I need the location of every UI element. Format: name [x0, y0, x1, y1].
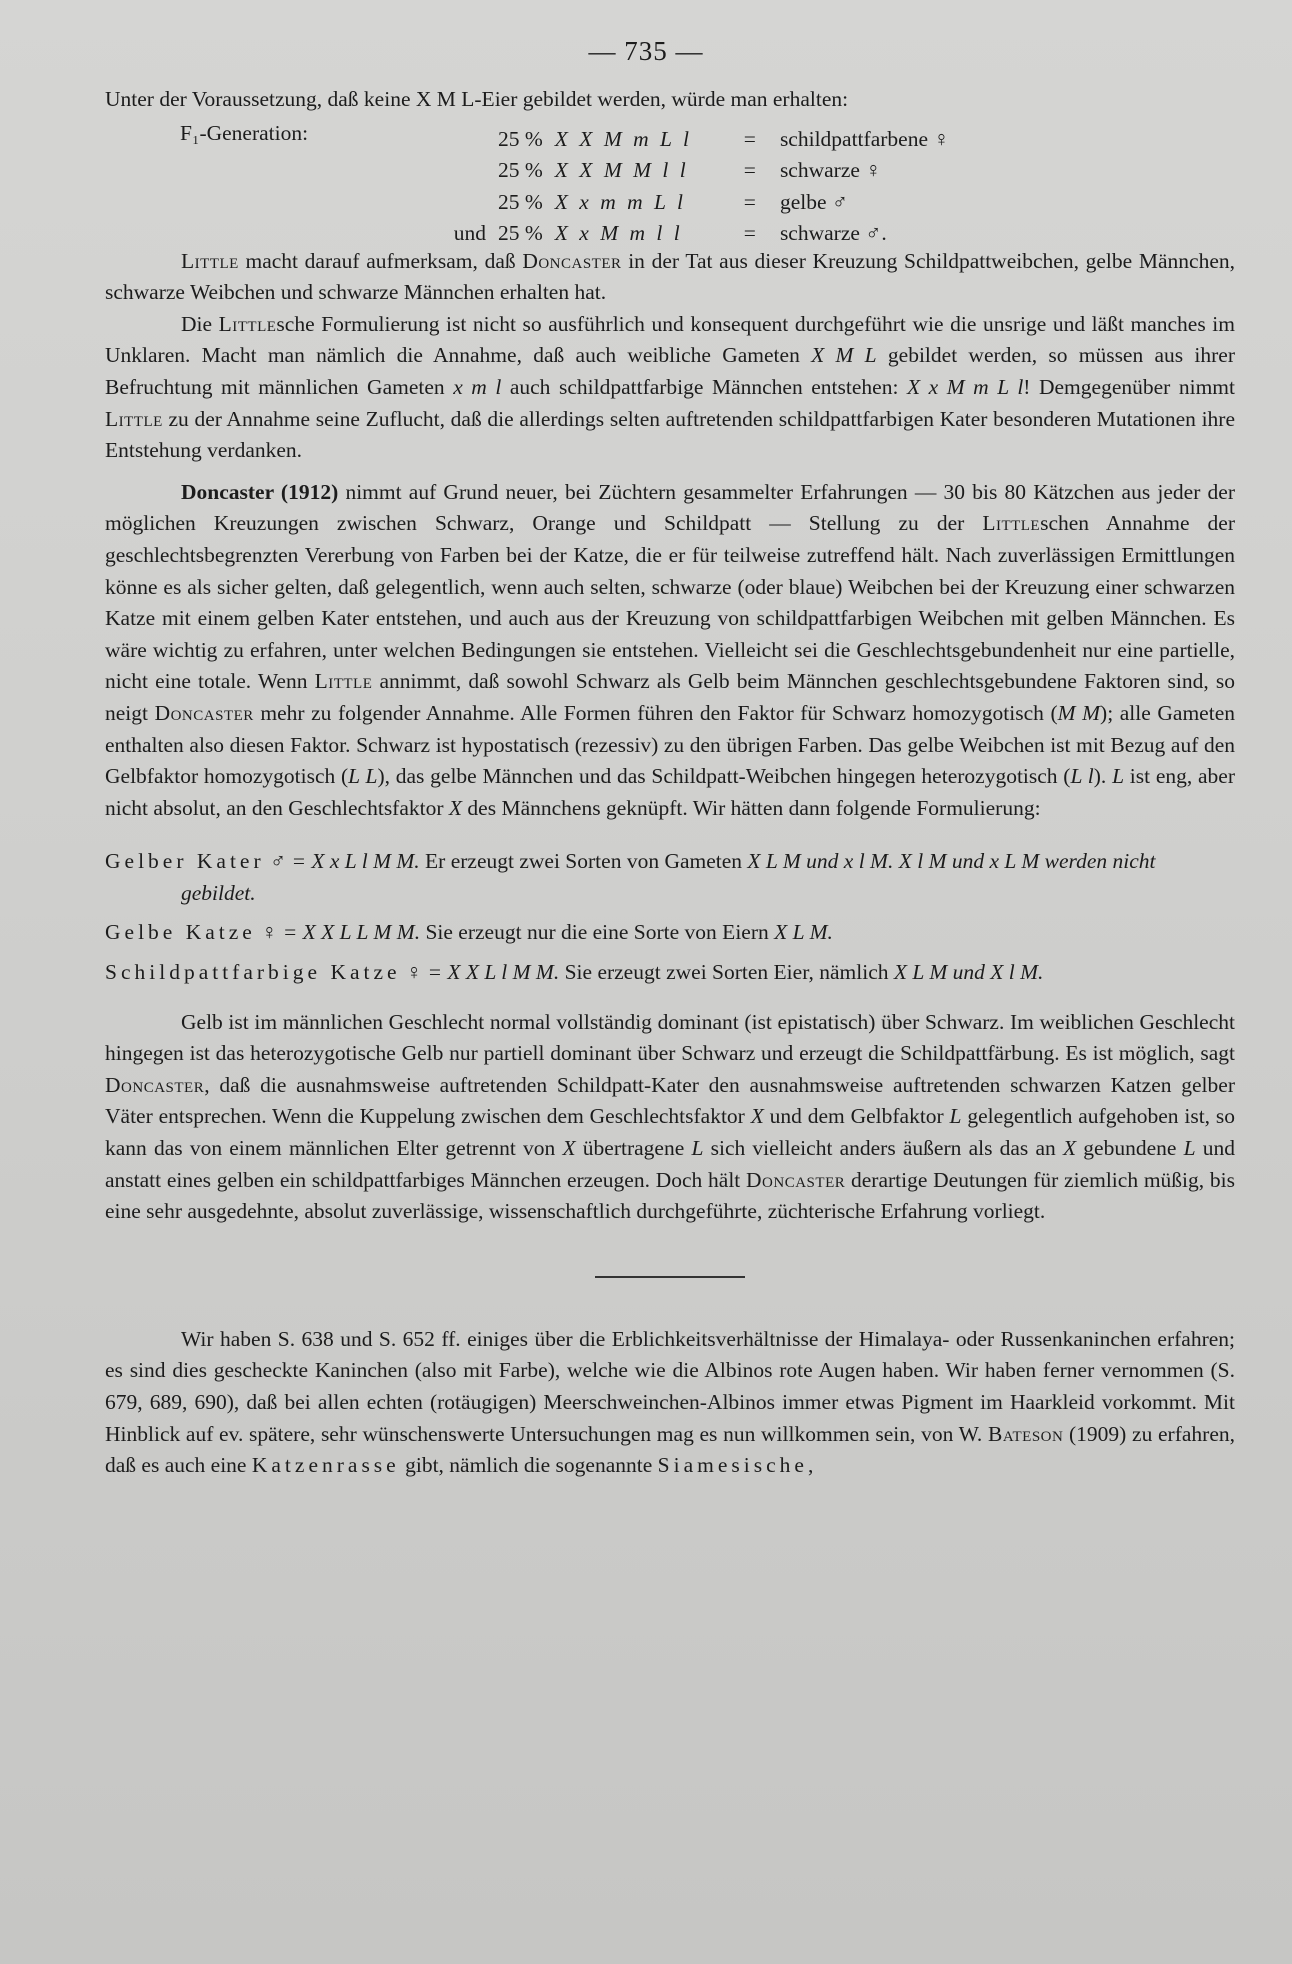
f1-equals: =: [743, 189, 756, 214]
text-run: Wir haben S. 638 und S. 652 ff. einiges über die Erblichkeitsverhältnisse der Himalaya- oder Russenkaninchen erfahren; es sind dies gescheckte Kaninchen (also mit Farbe), welche wie die Albinos rote Augen haben. Wir haben ferner vernommen (S. 679, 689, 690), daß bei allen echten (rotäugigen) Meerschweinchen-Albinos immer etwas Pigment im Haarkleid vorkommt. Mit Hinblick auf ev. spätere, sehr wünschenswerte Untersuchungen mag es nun willkommen sein, von W.: [105, 1326, 1235, 1446]
genotype-term: L L: [348, 764, 378, 789]
formula-gametes: X L M und x l M. X l M und x L M werden nicht gebildet.: [181, 849, 1156, 905]
author-name: Little: [218, 311, 277, 336]
author-name: Doncaster: [522, 248, 622, 273]
text-run: ).: [1093, 764, 1113, 789]
formula-label: Gelber Kater: [105, 849, 265, 874]
f1-generation-block: [105, 118, 1235, 246]
genotype-term: M M: [1057, 700, 1101, 725]
text-run: (1909) zu erfahren, daß es auch eine: [105, 1421, 1235, 1478]
f1-label: F₁-Generation:: [180, 120, 309, 145]
author-name: Doncaster: [746, 1167, 846, 1192]
formula-gametes: X L M und X l M.: [893, 960, 1044, 985]
genotype-term: X: [562, 1136, 576, 1161]
f1-equals: =: [743, 158, 756, 183]
formula-label: Schildpattfarbige Katze: [105, 960, 401, 985]
formula-gametes: X L M.: [774, 920, 833, 945]
genotype-term: L: [691, 1136, 704, 1161]
genotype-term: X: [750, 1104, 764, 1129]
genotype-term: X: [1062, 1136, 1077, 1161]
text-run: ist eng, aber nicht absolut, an den Geschlechtsfaktor: [105, 764, 1236, 820]
text-run: ! Demgegenüber nimmt: [1023, 374, 1236, 399]
genotype-term: x m l: [453, 374, 502, 399]
f1-result: schildpattfarbene ♀: [779, 126, 950, 151]
page-number: — 735 —: [588, 36, 704, 66]
f1-genotype: X x m m L l: [554, 189, 686, 214]
paragraph-little: [105, 246, 1235, 309]
text-run: macht darauf aufmerksam, daß: [238, 248, 523, 273]
author-name: Doncaster: [154, 700, 254, 725]
text-run: und anstatt eines gelben ein schildpattfarbiges Männchen erzeugen. Doch hält: [105, 1136, 1235, 1192]
genotype-term: L: [1112, 764, 1125, 789]
formula-description: Sie erzeugt zwei Sorten Eier, nämlich: [559, 960, 894, 985]
text-run: gebundene: [1076, 1136, 1184, 1161]
f1-genotype: X X M m L l: [554, 126, 692, 151]
page-content: [105, 84, 1235, 1482]
text-run: gebildet werden, so müssen aus ihrer Befruchtung mit männlichen Gameten: [105, 343, 1236, 399]
text-run: gelegentlich aufgehoben ist, so kann das von einem männlichen Elter getrennt von: [105, 1104, 1235, 1161]
formula-description: Er erzeugt zwei Sorten von Gameten: [419, 849, 748, 874]
genotype-term: X x M m L l: [906, 374, 1024, 399]
f1-pre: [430, 124, 492, 156]
f1-percent: 25 %: [498, 189, 543, 214]
text-run: Gelb ist im männlichen Geschlecht normal vollständig dominant (ist epistatisch) über Schwarz. Im weiblichen Geschlecht hingegen ist das heterozygotische Gelb nur partiell dominant über Schwarz und erzeugt die Schildpattfärbung. Es ist möglich, sagt: [105, 1009, 1235, 1066]
f1-genotype: X x M m l l: [554, 221, 683, 246]
f1-percent: 25 %: [498, 158, 543, 183]
emphasis-term: Siamesische: [657, 1453, 808, 1478]
text-run: des Männchens geknüpft. Wir hätten dann folgende Formulierung:: [462, 795, 1041, 820]
f1-row: [430, 155, 955, 187]
f1-result: schwarze ♂.: [779, 221, 887, 246]
formula-label: Gelbe Katze: [105, 920, 256, 945]
formula-tortoiseshell-cat: [105, 957, 1235, 989]
text-run: ), das gelbe Männchen und das Schildpatt-Weibchen hingegen heterozygotisch (: [377, 764, 1071, 789]
f1-row: [430, 187, 955, 219]
author-name: Doncaster: [105, 1072, 205, 1097]
text-run: sich vielleicht anders äußern als das an: [703, 1136, 1063, 1161]
f1-percent: 25 %: [498, 221, 543, 246]
text-run: und dem Gelbfaktor: [763, 1104, 950, 1129]
text-run: zu der Annahme seine Zuflucht, daß die allerdings selten auftretenden schildpattfarbigen Kater besonderen Mutationen ihre Entstehung verdanken.: [105, 406, 1235, 463]
author-name: Bateson: [988, 1421, 1064, 1446]
text-run: in der Tat aus dieser Kreuzung Schildpattweibchen, gelbe Männchen, schwarze Weibchen und schwarze Männchen erhalten hat.: [105, 248, 1235, 305]
formula-expression: ♀ = X X L L M M.: [255, 920, 421, 945]
text-run: , daß die ausnahmsweise auftretenden Schildpatt-Kater den ausnahmsweise auftretenden schwarzen Katzen gelber Väter entsprechen. Wenn die Kuppelung zwischen dem Geschlechtsfaktor: [105, 1072, 1235, 1129]
formula-expression: ♀ = X X L l M M.: [400, 960, 560, 985]
text-run: gibt, nämlich die sogenannte: [399, 1453, 658, 1478]
formula-expression: ♂ = X x L l M M.: [264, 849, 420, 874]
intro-paragraph: Unter der Voraussetzung, daß keine X M L-Eier gebildet werden, würde man erhalten:: [105, 87, 849, 111]
f1-row: [430, 218, 955, 250]
genotype-term: L: [949, 1104, 962, 1129]
f1-table: [430, 124, 955, 250]
text-run: Die: [181, 311, 219, 336]
author-name: Little: [105, 406, 163, 431]
section-divider: [595, 1276, 745, 1278]
paragraph-siamese: [105, 1324, 1235, 1482]
genotype-term: L l: [1070, 764, 1094, 789]
genotype-term: X: [448, 795, 463, 820]
text-run: ,: [807, 1453, 814, 1478]
genotype-term: X M L: [811, 343, 877, 368]
f1-result: gelbe ♂: [779, 189, 848, 214]
emphasis-term: Katzenrasse: [251, 1453, 400, 1478]
f1-row: [430, 124, 955, 156]
f1-pre: [430, 155, 492, 187]
f1-pre: [430, 187, 492, 219]
paragraph-formulation: [105, 309, 1235, 467]
text-run: auch schildpattfarbige Männchen entstehen:: [501, 374, 907, 399]
text-run: übertragene: [575, 1136, 692, 1161]
text-run: ); alle Gameten enthalten also diesen Faktor. Schwarz ist hypostatisch (rezessiv) zu den übrigen Farben. Das gelbe Weibchen ist mit Bezug auf den Gelbfaktor homozygotisch (: [105, 700, 1235, 789]
f1-result: schwarze ♀: [779, 158, 882, 183]
paragraph-doncaster: [105, 477, 1235, 825]
text-run: annimmt, daß sowohl Schwarz als Gelb beim Männchen geschlechtsgebundene Faktoren sind, so neigt: [105, 669, 1235, 725]
text-run: sche Formulierung ist nicht so ausführlich und konsequent durchgeführt wie die unsrige und läßt manches im Unklaren. Macht man nämlich die Annahme, daß auch weibliche Gameten: [105, 311, 1235, 368]
paragraph-dominance: [105, 1007, 1235, 1228]
f1-percent: 25 %: [498, 126, 543, 151]
genotype-term: L: [1183, 1136, 1196, 1161]
text-run: derartige Deutungen für ziemlich müßig, bis eine sehr ausgedehnte, absolut zuverlässige, wissenschaftlich durchgeführte, züchterische Erfahrung vorliegt.: [105, 1167, 1235, 1224]
text-run: nimmt auf Grund neuer, bei Züchtern gesammelter Erfahrungen — 30 bis 80 Kätzchen aus jeder der möglichen Kreuzungen zwischen Schwarz, Orange und Schildpatt — Stellung zu der: [105, 479, 1235, 536]
author-name: Little: [314, 669, 373, 694]
formula-yellow-cat: [105, 917, 1235, 949]
f1-equals: =: [743, 221, 756, 246]
text-run: mehr zu folgender Annahme. Alle Formen führen den Faktor für Schwarz homozygotisch (: [253, 700, 1058, 725]
citation-heading: Doncaster (1912): [181, 479, 339, 504]
author-name: Little: [181, 248, 239, 273]
f1-genotype: X X M M l l: [554, 158, 689, 183]
f1-pre: und: [453, 221, 486, 246]
text-run: schen Annahme der geschlechtsbegrenzten Vererbung von Farben bei der Katze, die er für teilweise zutreffend hält. Nach zuverlässigen Ermittlungen könne es als sicher gelten, daß gelegentlich, wenn auch selten, schwarze (oder blaue) Weibchen bei der Kreuzung einer schwarzen Katze mit einem gelben Kater entstehen, und auch aus der Kreuzung von schildpattfarbigen Weibchen mit gelben Männchen. Es wäre wichtig zu erfahren, unter welchen Bedingungen sie entstehen. Vielleicht sei die Geschlechtsgebundenheit nur eine partielle, nicht eine totale. Wenn: [105, 511, 1235, 694]
f1-equals: =: [743, 126, 756, 151]
formula-description: Sie erzeugt nur die eine Sorte von Eiern: [420, 920, 775, 945]
formula-yellow-tomcat: [105, 846, 1235, 909]
author-name: Little: [982, 511, 1041, 536]
